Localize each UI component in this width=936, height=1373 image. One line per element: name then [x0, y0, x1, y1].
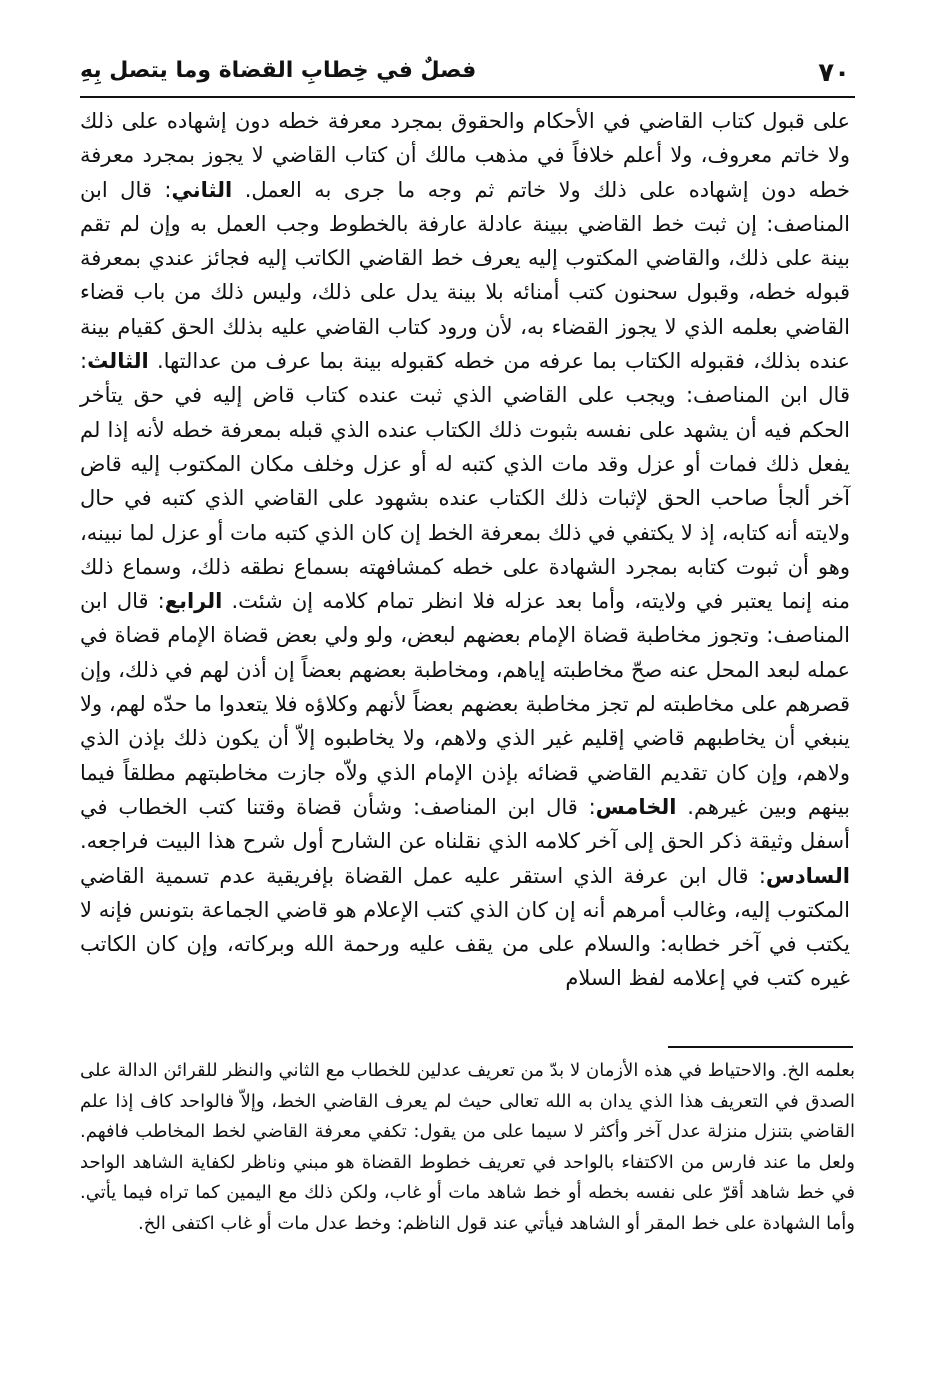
body-segment-1: على قبول كتاب القاضي في الأحكام والحقوق بمجرد معرفة خطه دون إشهاده على ذلك ولا خاتم معروف، ولا أعلم خلافاً في مذهب مالك أن كتاب القاضي لا يجوز بمجرد معرفة خطه دون إشهاده على ذلك ولا خاتم ثم وجه ما جرى به العمل.: [80, 109, 850, 202]
heading-fourth: الرابع: [164, 589, 223, 614]
main-text: [80, 104, 850, 996]
body-segment-6: : قال ابن عرفة الذي استقر عليه عمل القضاة بإفريقية عدم تسمية القاضي المكتوب إليه، وغالب أمرهم أنه إن كان الذي كتب الإعلام هو قاضي الجماعة بتونس فإنه لا يكتب في آخر خطابه: والسلام على من يقف عليه ورحمة الله وبركاته، وإن كان الكاتب غيره كتب في إعلامه لفظ السلام: [80, 863, 850, 991]
body-segment-5: : قال ابن المناصف: وشأن قضاة وقتنا كتب الخطاب في أسفل وثيقة ذكر الحق إلى آخر كلامه الذي نقلناه عن الشارح أول شرح هذا البيت فراجعه.: [80, 794, 850, 854]
body-segment-2: : قال ابن المناصف: إن ثبت خط القاضي ببينة عادلة عارفة بالخطوط وجب العمل به وإن لم تقم بينة على ذلك، والقاضي المكتوب إليه يعرف خط القاضي الكاتب إليه فجائز عندي بمعرفة قبوله خطه، وقبول سحنون كتب أمنائه بلا بينة يدل على ذلك، وليس ذلك من باب قضاء القاضي بعلمه الذي لا يجوز القضاء به، لأن ورود كتاب القاضي عليه بذلك الحق كقيام بينة عنده بذلك، فقبوله الكتاب بما عرفه من خطه كقبوله بينة بما عرف من عدالتها.: [80, 177, 850, 374]
body-paragraph: [80, 104, 850, 996]
header-rule: [80, 96, 855, 98]
body-segment-4: : قال ابن المناصف: وتجوز مخاطبة قضاة الإمام بعضهم لبعض، ولو ولي بعض قضاة الإمام قضاة في عمله لبعد المحل عنه صحّ مخاطبته إياهم، ومخاطبة بعضهم بعضاً إن أذن لهم في ذلك، وإن قصرهم على مخاطبته لم تجز مخاطبة بعضهم بعضاً لأنهم وكلاؤه فلا يتعدوا ما حدّه لهم، ولا ينبغي أن يخاطبهم قاضي إقليم غير الذي ولاهم، ولا يخاطبوه إلاّ أن يكون ذلك بإذن الذي ولاهم، وإن كان تقديم القاضي قضائه بإذن الإمام الذي ولاّه جازت مخاطبتهم مطلقاً فيما بينهم وبين غيرهم.: [80, 589, 851, 819]
footnote-text: بعلمه الخ. والاحتياط في هذه الأزمان لا بدّ من تعريف عدلين للخطاب مع الثاني والنظر للقرائن الدالة على الصدق في التعريف هذا الذي يدان به الله تعالى حيث لم يعرف القاضي الخط، وإلاّ فالواحد كاف إذا علم القاضي بتنزل منزلة عدل آخر وأكثر لا سيما على من يقول: تكفي معرفة القاضي لخط المخاطب فافهم. ولعل ما عند فارس من الاكتفاء بالواحد في تعريف خطوط القضاة هو مبني وناظر لكفاية الشاهد الواحد في خط شاهد أقرّ على نفسه بخطه أو خط شاهد مات أو غاب، ولكن ذلك مع اليمين كما تراه فيما يأتي. وأما الشهادة على خط المقر أو الشاهد فيأتي عند قول الناظم: وخط عدل مات أو غاب اكتفى الخ.: [80, 1060, 855, 1234]
page-number: ٧٠: [818, 58, 850, 88]
running-head: [80, 52, 850, 92]
heading-fifth: الخامس: [595, 794, 677, 819]
heading-sixth: السادس: [765, 863, 850, 888]
chapter-title: فصلٌ في خِطابِ القضاة وما يتصل بِهِ: [80, 58, 477, 83]
footnote-rule: [668, 1046, 853, 1048]
heading-second: الثاني: [171, 177, 233, 202]
footnote-area: [80, 1056, 855, 1239]
body-segment-3: : قال ابن المناصف: ويجب على القاضي الذي ثبت عنده كتاب قاض إليه في حق يتأخر الحكم فيه أن يشهد على نفسه بثبوت ذلك الكتاب عنده الذي قبله بمعرفة خطه لأنه إذا لم يفعل ذلك فمات أو عزل وقد مات الذي كتبه له أو عزل وخلف مكان المكتوب إليه قاض آخر ألجأ صاحب الحق لإثبات ذلك الكتاب عنده بشهود على القاضي الذي كتبه في حال ولايته أنه كتابه، إذ لا يكتفي في ذلك بمعرفة الخط إن كان الذي كتبه مات أو عزل لما نبينه، وهو أن ثبوت كتابه بمجرد الشهادة على خطه كمشافهته بسماع نطقه ذلك، وسماع ذلك منه إنما يعتبر في ولايته، وأما بعد عزله فلا انظر تمام كلامه إن شئت.: [80, 349, 850, 614]
heading-third: الثالث: [87, 349, 149, 374]
